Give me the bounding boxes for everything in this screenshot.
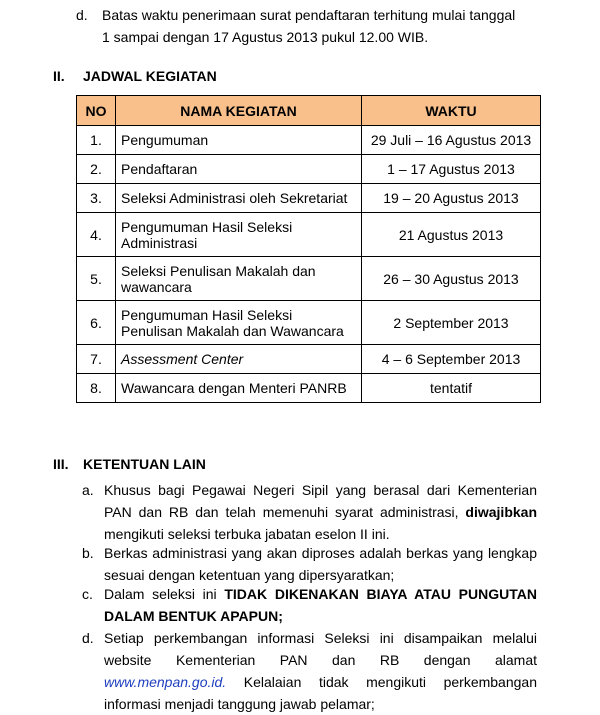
header-waktu: WAKTU	[362, 96, 541, 126]
website-link[interactable]: www.menpan.go.id.	[104, 674, 227, 690]
cell-nama: Wawancara dengan Menteri PANRB	[116, 374, 362, 403]
table-row	[77, 301, 541, 345]
item-c-text1: Dalam seleksi ini	[104, 586, 217, 602]
item-letter: a.	[82, 482, 94, 498]
section-title: KETENTUAN LAIN	[83, 456, 206, 472]
header-no: NO	[77, 96, 116, 126]
item-a-text2: mengikuti seleksi terbuka jabatan eselon II ini.	[104, 526, 390, 542]
cell-nama: Pengumuman	[116, 126, 362, 155]
top-item-line2: 1 sampai dengan 17 Agustus 2013 pukul 12.00 WIB.	[102, 29, 429, 45]
item-c-text	[104, 583, 537, 627]
cell-waktu: 1 – 17 Agustus 2013	[362, 155, 541, 184]
cell-waktu: 4 – 6 September 2013	[362, 345, 541, 374]
cell-no: 1.	[77, 126, 116, 155]
section-number: II.	[53, 68, 65, 84]
item-letter: d.	[82, 630, 94, 646]
cell-no: 6.	[77, 301, 116, 345]
item-d-text1: Setiap perkembangan informasi Seleksi ini disampaikan melalui website Kementerian PAN dan RB dengan alamat	[104, 630, 537, 668]
item-letter: c.	[82, 586, 93, 602]
item-d-text	[104, 627, 537, 715]
cell-waktu: 21 Agustus 2013	[362, 213, 541, 257]
table-row	[77, 155, 541, 184]
cell-no: 5.	[77, 257, 116, 301]
table-row	[77, 184, 541, 213]
table-row	[77, 213, 541, 257]
item-a-text	[104, 479, 537, 545]
top-item-line1: Batas waktu penerimaan surat pendaftaran terhitung mulai tanggal	[102, 7, 516, 23]
table-row	[77, 257, 541, 301]
item-b-text	[104, 542, 537, 586]
item-d-text2: Kelalaian tidak mengikuti perkembangan informasi menjadi tanggung jawab pelamar;	[104, 674, 537, 712]
cell-waktu: 26 – 30 Agustus 2013	[362, 257, 541, 301]
section-heading-ketentuan	[53, 456, 206, 472]
cell-no: 4.	[77, 213, 116, 257]
item-b-text1: Berkas administrasi yang akan diproses adalah berkas yang lengkap sesuai dengan ketentuan yang dipersyaratkan;	[104, 545, 537, 583]
header-nama-kegiatan: NAMA KEGIATAN	[116, 96, 362, 126]
cell-waktu: 29 Juli – 16 Agustus 2013	[362, 126, 541, 155]
cell-nama: Pengumuman Hasil Seleksi Penulisan Makalah dan Wawancara	[116, 301, 362, 345]
item-a-bold: diwajibkan	[465, 504, 537, 520]
cell-nama: Seleksi Penulisan Makalah dan wawancara	[116, 257, 362, 301]
section-title: JADWAL KEGIATAN	[83, 68, 217, 84]
item-letter: d.	[76, 7, 88, 23]
cell-nama: Assessment Center	[116, 345, 362, 374]
table-row	[77, 126, 541, 155]
item-a-text1: Khusus bagi Pegawai Negeri Sipil yang berasal dari Kementerian PAN dan RB dan telah memenuhi syarat administrasi,	[104, 482, 537, 520]
section-number: III.	[53, 456, 69, 472]
item-letter: b.	[82, 545, 94, 561]
cell-waktu: 19 – 20 Agustus 2013	[362, 184, 541, 213]
table-row	[77, 374, 541, 403]
schedule-table	[76, 95, 541, 403]
cell-nama: Pengumuman Hasil Seleksi Administrasi	[116, 213, 362, 257]
item-c-bold: TIDAK DIKENAKAN BIAYA ATAU PUNGUTAN DALAM BENTUK APAPUN;	[104, 586, 537, 624]
cell-nama: Pendaftaran	[116, 155, 362, 184]
table-header-row	[77, 96, 541, 126]
cell-waktu: 2 September 2013	[362, 301, 541, 345]
top-item-text	[102, 4, 540, 48]
cell-no: 7.	[77, 345, 116, 374]
cell-no: 3.	[77, 184, 116, 213]
cell-waktu: tentatif	[362, 374, 541, 403]
cell-no: 2.	[77, 155, 116, 184]
cell-nama: Seleksi Administrasi oleh Sekretariat	[116, 184, 362, 213]
section-heading-jadwal	[53, 68, 217, 84]
cell-no: 8.	[77, 374, 116, 403]
table-row	[77, 345, 541, 374]
